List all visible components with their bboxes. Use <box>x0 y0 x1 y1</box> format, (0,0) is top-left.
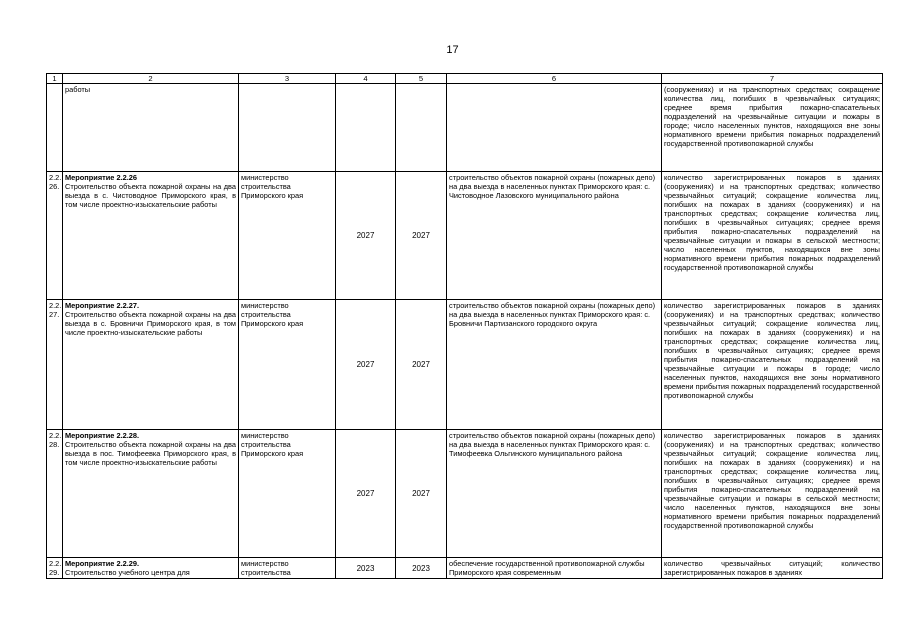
activity-description: Строительство учебного центра для <box>65 568 190 577</box>
col-header-2: 2 <box>63 74 239 84</box>
activity-title: Мероприятие 2.2.26 <box>65 173 138 182</box>
indicators-cell: количество зарегистрированных пожаров в зданиях (сооружениях) и на транспортных средствах; количество чрезвычайных ситуаций; сокращение количества лиц, погибших на пожарах в зданиях (сооружениях) и на транспортных средствах; сокращение количества лиц, погибших в чрезвычайных ситуациях; среднее время прибытия пожарно-спасательных подразделений на чрезвычайные ситуации и пожары в сельской местности; число населенных пунктов, находящихся вне зоны нормативного времени прибытия пожарных подразделений государственной противопожарной службы <box>662 172 883 300</box>
table-row <box>47 172 883 300</box>
activity-title: Мероприятие 2.2.28. <box>65 431 140 440</box>
col-header-1: 1 <box>47 74 63 84</box>
row-number: 2.2. 26. <box>47 172 63 300</box>
col-header-5: 5 <box>396 74 447 84</box>
table-row-continuation <box>47 84 883 172</box>
indicators-cell: количество зарегистрированных пожаров в зданиях (сооружениях) и на транспортных средствах; количество чрезвычайных ситуаций; сокращение количества лиц, погибших на пожарах в зданиях (сооружениях) и на транспортных средствах; сокращение количества лиц, погибших в чрезвычайных ситуациях; среднее время прибытия пожарно-спасательных подразделений на чрезвычайные ситуации и пожары в городе; число населенных пунктов, находящихся вне зоны нормативного времени прибытия пожарных подразделений государственной противопожарной службы <box>662 300 883 430</box>
col-header-7: 7 <box>662 74 883 84</box>
activity-description: Строительство объекта пожарной охраны на два выезда в с. Чистоводное Приморского края, в том числе проектно-изыскательские работы <box>65 182 236 209</box>
start-year: 2023 <box>336 558 396 579</box>
activity-description: Строительство объекта пожарной охраны на два выезда в пос. Тимофеевка Приморского края, в том числе проектно-изыскательские работы <box>65 440 236 467</box>
col-header-4: 4 <box>336 74 396 84</box>
activity-cell <box>63 430 239 558</box>
executor-cell: министерство строительства Приморского края <box>239 172 336 300</box>
executor-cell: министерство строительства <box>239 558 336 579</box>
activity-description: Строительство объекта пожарной охраны на два выезда в с. Бровничи Приморского края, в том числе проектно-изыскательские работы <box>65 310 236 337</box>
indicators-cell: количество зарегистрированных пожаров в зданиях (сооружениях) и на транспортных средствах; количество чрезвычайных ситуаций; сокращение количества лиц, погибших на пожарах в зданиях (сооружениях) и на транспортных средствах; сокращение количества лиц, погибших в чрезвычайных ситуациях; среднее время прибытия пожарно-спасательных подразделений на чрезвычайные ситуации и пожары в сельской местности; число населенных пунктов, находящихся вне зоны нормативного времени прибытия пожарных подразделений государственной противопожарной службы <box>662 430 883 558</box>
col-header-3: 3 <box>239 74 336 84</box>
end-year: 2023 <box>396 558 447 579</box>
activity-title: Мероприятие 2.2.27. <box>65 301 140 310</box>
cont-indicators-cell: (сооружениях) и на транспортных средствах; сокращение количества лиц, погибших в чрезвычайных ситуациях; среднее время прибытия пожарно-спасательных подразделений на чрезвычайные ситуации и пожары в городе; число населенных пунктов, находящихся вне зоны нормативного времени прибытия пожарных подразделений государственной противопожарной службы <box>662 84 883 172</box>
table-row <box>47 430 883 558</box>
start-year: 2027 <box>336 430 396 558</box>
row-number: 2.2. 27. <box>47 300 63 430</box>
activities-table <box>46 73 883 579</box>
column-number-row <box>47 74 883 84</box>
start-year: 2027 <box>336 172 396 300</box>
end-year: 2027 <box>396 430 447 558</box>
result-cell: обеспечение государственной противопожарной службы Приморского края современным <box>447 558 662 579</box>
result-cell: строительство объектов пожарной охраны (пожарных депо) на два выезда в населенных пунктах Приморского края: с. Чистоводное Лазовского муниципального района <box>447 172 662 300</box>
activity-cell <box>63 558 239 579</box>
activity-title: Мероприятие 2.2.29. <box>65 559 140 568</box>
table-row <box>47 300 883 430</box>
row-number: 2.2. 29. <box>47 558 63 579</box>
table-row <box>47 558 883 579</box>
end-year: 2027 <box>396 172 447 300</box>
activity-cell <box>63 172 239 300</box>
page-number: 17 <box>446 44 459 56</box>
col-header-6: 6 <box>447 74 662 84</box>
indicators-cell: количество чрезвычайных ситуаций; количество зарегистрированных пожаров в зданиях <box>662 558 883 579</box>
executor-cell: министерство строительства Приморского края <box>239 430 336 558</box>
end-year: 2027 <box>396 300 447 430</box>
executor-cell: министерство строительства Приморского края <box>239 300 336 430</box>
result-cell: строительство объектов пожарной охраны (пожарных депо) на два выезда в населенных пунктах Приморского края: с. Бровничи Партизанского городского округа <box>447 300 662 430</box>
cont-activity-cell: работы <box>63 84 239 172</box>
result-cell: строительство объектов пожарной охраны (пожарных депо) на два выезда в населенных пунктах Приморского края: с. Тимофеевка Ольгинского муниципального района <box>447 430 662 558</box>
start-year: 2027 <box>336 300 396 430</box>
row-number: 2.2. 28. <box>47 430 63 558</box>
activity-cell <box>63 300 239 430</box>
